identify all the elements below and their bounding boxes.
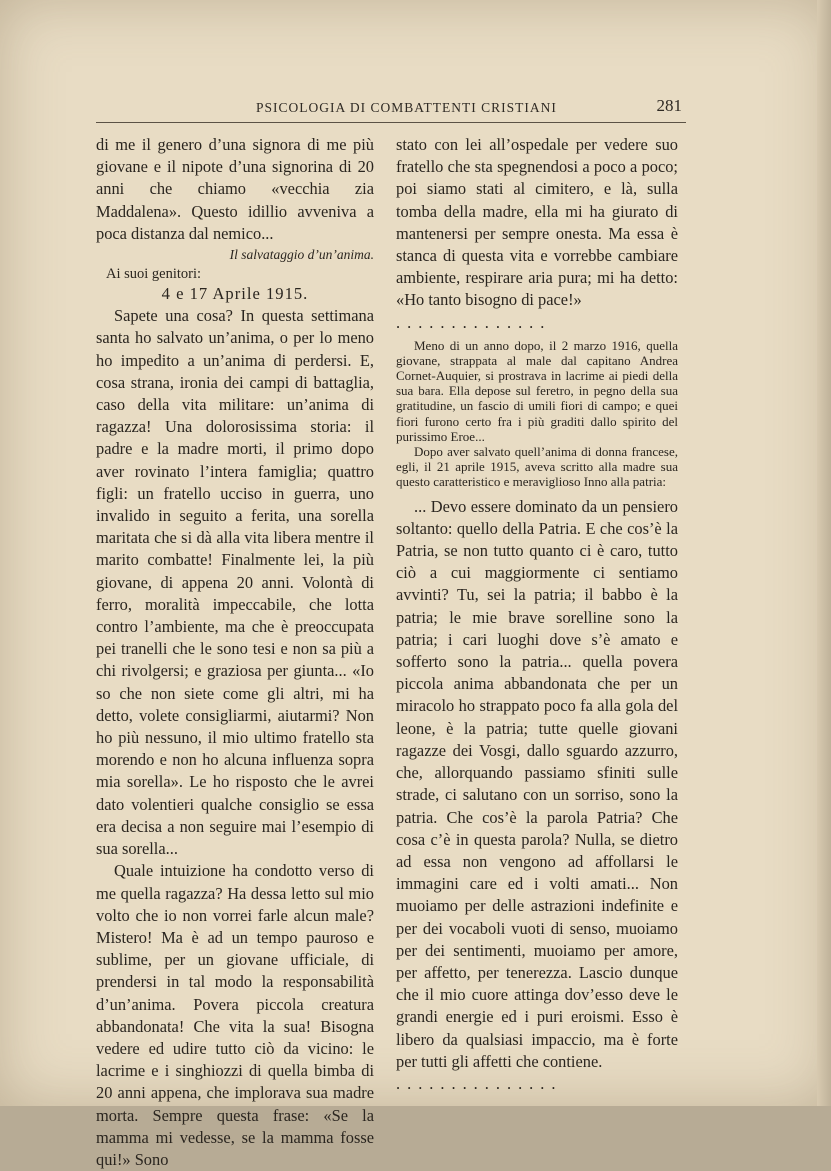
letter-date: 4 e 17 Aprile 1915. bbox=[161, 284, 309, 304]
ellipsis-separator: ............... bbox=[396, 1073, 563, 1093]
paragraph: Quale intuizione ha condotto verso di me quella ragazza? Ha dessa letto sul mio volto che io non vorrei farle alcun male? Mistero! Ma è ad un tempo pauroso e sublime, per un giovane ufficiale, di prendersi in tal modo la responsabilità d’un’anima. Povera piccola creatura abbandonata! Che vita la sua! Bisogna vedere ed udire tutto ciò da vicino: le lacrime e i singhiozzi di quella bimba di 20 anni appena, che implorava sua madre morta. Sempre questa frase: «Se la mamma mi vedesse, se la mamma fosse qui!» Sono bbox=[96, 861, 374, 1169]
section-title: Il salvataggio d’un’anima. bbox=[229, 247, 374, 263]
salutation: Ai suoi genitori: bbox=[106, 266, 202, 283]
note-paragraph: Meno di un anno dopo, il 2 marzo 1916, quella giovane, strappata al male dal capitano Andrea Cornet-Auquier, si prostrava in lacrime ai piedi della sua bara. Ella depose sul feretro, in pegno della sua gratitudine, un fascio di umili fiori di campo; e quei fiori furono certo fra i più graditi dallo spirito del purissimo Eroe... bbox=[396, 337, 678, 444]
running-header bbox=[96, 92, 686, 123]
note-paragraph: Dopo aver salvato quell’anima di donna francese, egli, il 21 aprile 1915, aveva scritto alla madre sua questo caratteristico e meraviglioso Inno alla patria: bbox=[396, 444, 678, 490]
paragraph: stato con lei all’ospedale per vedere suo fratello che sta spegnendosi a poco a poco; poi siamo stati al cimitero, e là, sulla tomba della madre, ella mi ha giurato di mantenersi per sempre onesta. Ma essa è stanca di questa vita e vorrebbe cambiare ambiente, respirare aria pura; mi ha detto: «Ho tanto bisogno di pace!» bbox=[396, 135, 678, 310]
paragraph: Sapete una cosa? In questa settimana santa ho salvato un’anima, o per lo meno ho impedito a un’anima di perdersi. E, cosa strana, ironia dei campi di battaglia, caso della vita militare: un’anima di ragazza! Una dolorosissima storia: il padre e la madre morti, il primo dopo aver rovinato l’intera famiglia; quattro figli: un fratello ucciso in guerra, uno invalido in seguito a ferita, una sorella maritata che si dà alla vita libera mentre il marito combatte! Finalmente lei, la più giovane, di appena 20 anni. Volontà di ferro, moralità impeccabile, che lotta contro l’ambiente, ma che è preoccupata pei tranelli che le sono tesi e non sa più a chi rivolgersi; e graziosa per giunta... «Io so che non siete come gli altri, mi ha detto, volete consigliarmi, aiutarmi? Non ho più nessuno, il mio ultimo fratello sta morendo e non ho alcuna influenza sopra mia sorella». Le ho risposto che le avrei dato volentieri qualche consiglio se essa era decisa a non seguire mai l’esempio di sua sorella... bbox=[96, 306, 374, 859]
paragraph: di me il genero d’una signora di me più giovane e il nipote d’una signorina di 20 anni che chiamo «vecchia zia Maddalena». Questo idillio avveniva a poca distanza dal nemico... bbox=[96, 135, 374, 243]
header-title: PSICOLOGIA DI COMBATTENTI CRISTIANI bbox=[256, 100, 557, 115]
page-edge bbox=[817, 0, 831, 1106]
right-column bbox=[396, 134, 678, 1095]
page-number: 281 bbox=[656, 96, 682, 115]
ellipsis-separator: .............. bbox=[396, 312, 552, 332]
paragraph: ... Devo essere dominato da un pensiero soltanto: quello della Patria. E che cos’è la Patria, se non tutto quanto ci è caro, tutto ciò a cui maggiormente ci sentiamo avvinti? Tu, sei la patria; il babbo è la patria; le mie brave sorelline sono la patria; i cari luoghi dove s’è amato e sofferto sono la patria... quella povera piccola anima abbandonata che per un miracolo ho strappato poco fa alla gola del leone, è la patria; tutte quelle giovani ragazze dei Vosgi, dallo sguardo azzurro, che, allorquando passiamo sfiniti sulle strade, ci salutano con un sorriso, sono la patria. Che cos’è la parola Patria? Che cosa c’è in questa parola? Nulla, se dietro ad essa non vengono ad affollarsi le immagini care ed i volti amati... Non muoiamo per delle astrazioni indefinite e per dei vocaboli vuoti di senso, muoiamo per dei sentimenti, muoiamo per amore, per affetto, per tenerezza. Lascio dunque che il mio cuore attinga dov’esso deve le grandi energie ed i puri eroismi. Esso è libero da qualsiasi impaccio, ma è forte per tutti gli affetti che contiene. bbox=[396, 496, 678, 1071]
left-column bbox=[96, 134, 374, 1171]
